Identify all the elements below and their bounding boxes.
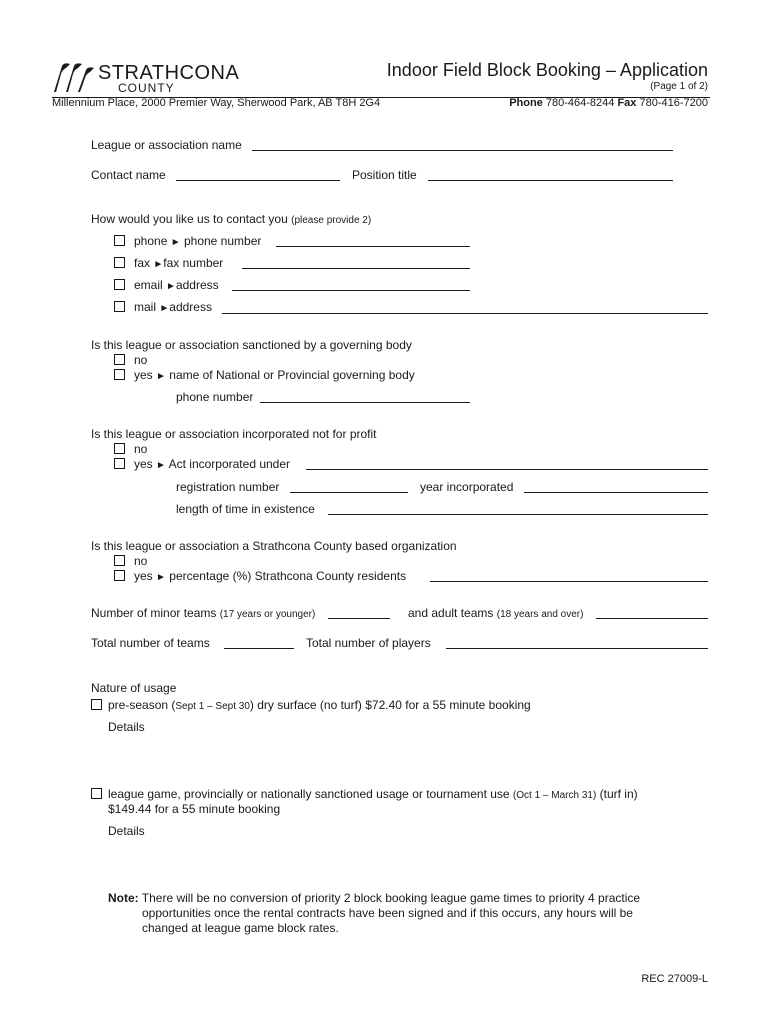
page-info: (Page 1 of 2)	[650, 81, 708, 92]
sanctioned-no-label: no	[134, 353, 148, 367]
act-incorporated-field[interactable]	[306, 469, 708, 470]
arrow-right-icon: ►	[156, 371, 166, 382]
note-label: Note:	[108, 891, 139, 905]
total-teams-field[interactable]	[224, 648, 294, 649]
contact-fax-detail: fax number	[163, 256, 224, 270]
contact-fax-label: fax	[134, 256, 151, 270]
address: Millennium Place, 2000 Premier Way, Sherwood Park, AB T8H 2G4	[52, 97, 381, 109]
length-existence-field[interactable]	[328, 514, 708, 515]
note-line-3: changed at league game block rates.	[142, 921, 339, 935]
arrow-right-icon: ►	[153, 259, 164, 270]
note-line-1	[108, 891, 640, 905]
contact-name-field[interactable]	[176, 180, 340, 181]
preseason-dates: Sept 1 – Sept 30	[175, 701, 250, 712]
adult-teams-label: and adult teams	[408, 606, 494, 620]
form-title: Indoor Field Block Booking – Application	[386, 60, 708, 80]
contact-mail-checkbox[interactable]	[114, 301, 125, 312]
minor-teams-note: (17 years or younger)	[219, 609, 316, 620]
arrow-right-icon: ►	[156, 572, 166, 583]
logo-name: STRATHCONA	[98, 62, 240, 84]
arrow-right-icon: ►	[156, 460, 166, 471]
governing-phone-field[interactable]	[260, 402, 470, 403]
form-code: REC 27009-L	[641, 973, 708, 985]
league-details-label: Details	[108, 824, 145, 838]
league-name-field[interactable]	[252, 150, 673, 151]
league-game-price: $149.44 for a 55 minute booking	[108, 802, 281, 816]
year-incorporated-label: year incorporated	[420, 480, 514, 494]
strathcona-logo-icon	[52, 62, 96, 94]
arrow-right-icon: ►	[166, 281, 176, 292]
sanctioned-yes-detail: name of National or Provincial governing body	[169, 368, 415, 382]
preseason-option	[108, 698, 531, 714]
contact-mail-detail: address	[169, 300, 212, 314]
fax-label: Fax	[617, 97, 637, 109]
phone-label: Phone	[509, 97, 543, 109]
contact-email-detail: address	[175, 278, 219, 292]
contact-phone-detail: phone number	[183, 234, 262, 248]
total-players-label: Total number of players	[306, 636, 431, 650]
phone-number: 780-464-8244	[545, 97, 615, 109]
county-yes-option	[134, 569, 406, 585]
contact-question	[91, 212, 371, 228]
county-yes-checkbox[interactable]	[114, 570, 125, 581]
arrow-right-icon: ►	[159, 303, 170, 314]
county-residents-field[interactable]	[430, 581, 708, 582]
contact-email-label: email	[134, 278, 163, 292]
league-game-text-b: (turf in)	[596, 787, 638, 801]
registration-number-label: registration number	[176, 480, 280, 494]
contact-name-label: Contact name	[91, 168, 166, 182]
usage-heading: Nature of usage	[91, 681, 177, 695]
contact-fax-field[interactable]	[242, 268, 470, 269]
contact-mail-option	[134, 300, 212, 316]
preseason-checkbox[interactable]	[91, 699, 102, 710]
league-game-text-a: league game, provincially or nationally sanctioned usage or tournament use	[108, 787, 513, 801]
adult-teams-note: (18 years and over)	[496, 609, 584, 620]
incorporated-no-label: no	[134, 442, 148, 456]
contact-question-note: (please provide 2)	[291, 215, 372, 226]
position-title-label: Position title	[352, 168, 417, 182]
league-name-label: League or association name	[91, 138, 242, 152]
minor-teams-label: Number of minor teams	[91, 606, 217, 620]
preseason-text-b: ) dry surface (no turf) $72.40 for a 55 minute booking	[249, 698, 531, 712]
league-game-dates: (Oct 1 – March 31)	[512, 790, 597, 801]
contact-mail-label: mail	[134, 300, 157, 314]
logo-county: COUNTY	[118, 81, 175, 95]
incorporated-no-checkbox[interactable]	[114, 443, 125, 454]
contact-fax-option	[134, 256, 223, 272]
total-teams-label: Total number of teams	[91, 636, 210, 650]
incorporated-yes-checkbox[interactable]	[114, 458, 125, 469]
county-yes-label: yes	[134, 569, 153, 583]
incorporated-yes-label: yes	[134, 457, 153, 471]
preseason-text-a: pre-season (	[108, 698, 176, 712]
preseason-details-label: Details	[108, 720, 145, 734]
contact-phone-field[interactable]	[276, 246, 470, 247]
county-no-checkbox[interactable]	[114, 555, 125, 566]
minor-teams-field[interactable]	[328, 618, 390, 619]
contact-phone-option	[134, 234, 261, 250]
sanctioned-no-checkbox[interactable]	[114, 354, 125, 365]
sanctioned-yes-checkbox[interactable]	[114, 369, 125, 380]
sanctioned-yes-label: yes	[134, 368, 153, 382]
incorporated-yes-option	[134, 457, 290, 473]
contact-question-text: How would you like us to contact you	[91, 212, 288, 226]
incorporated-yes-detail: Act incorporated under	[168, 457, 291, 471]
contact-fax-checkbox[interactable]	[114, 257, 125, 268]
league-game-checkbox[interactable]	[91, 788, 102, 799]
adult-teams-label-group	[408, 606, 583, 622]
registration-number-field[interactable]	[290, 492, 408, 493]
total-players-field[interactable]	[446, 648, 708, 649]
position-title-field[interactable]	[428, 180, 673, 181]
county-no-label: no	[134, 554, 148, 568]
contact-phone-checkbox[interactable]	[114, 235, 125, 246]
note-line-2: opportunities once the rental contracts have been signed and if this occurs, any hours will be	[142, 906, 633, 920]
minor-teams-label-group	[91, 606, 315, 622]
contact-email-field[interactable]	[232, 290, 470, 291]
contact-mail-field[interactable]	[222, 313, 708, 314]
contact-email-option	[134, 278, 219, 294]
contact-email-checkbox[interactable]	[114, 279, 125, 290]
county-based-question: Is this league or association a Strathcona County based organization	[91, 539, 457, 553]
league-game-option	[108, 787, 638, 803]
fax-number: 780-416-7200	[639, 97, 708, 109]
note-text-1: There will be no conversion of priority 2 block booking league game times to priority 4 practice	[141, 891, 641, 905]
adult-teams-field[interactable]	[596, 618, 708, 619]
year-incorporated-field[interactable]	[524, 492, 708, 493]
length-existence-label: length of time in existence	[176, 502, 315, 516]
incorporated-question: Is this league or association incorporated not for profit	[91, 427, 377, 441]
county-yes-detail: percentage (%) Strathcona County residents	[169, 569, 407, 583]
sanctioned-question: Is this league or association sanctioned by a governing body	[91, 338, 412, 352]
sanctioned-yes-option	[134, 368, 415, 384]
contact-info	[509, 96, 708, 110]
governing-phone-label: phone number	[176, 390, 254, 404]
contact-phone-label: phone	[134, 234, 168, 248]
arrow-right-icon: ►	[170, 237, 181, 248]
